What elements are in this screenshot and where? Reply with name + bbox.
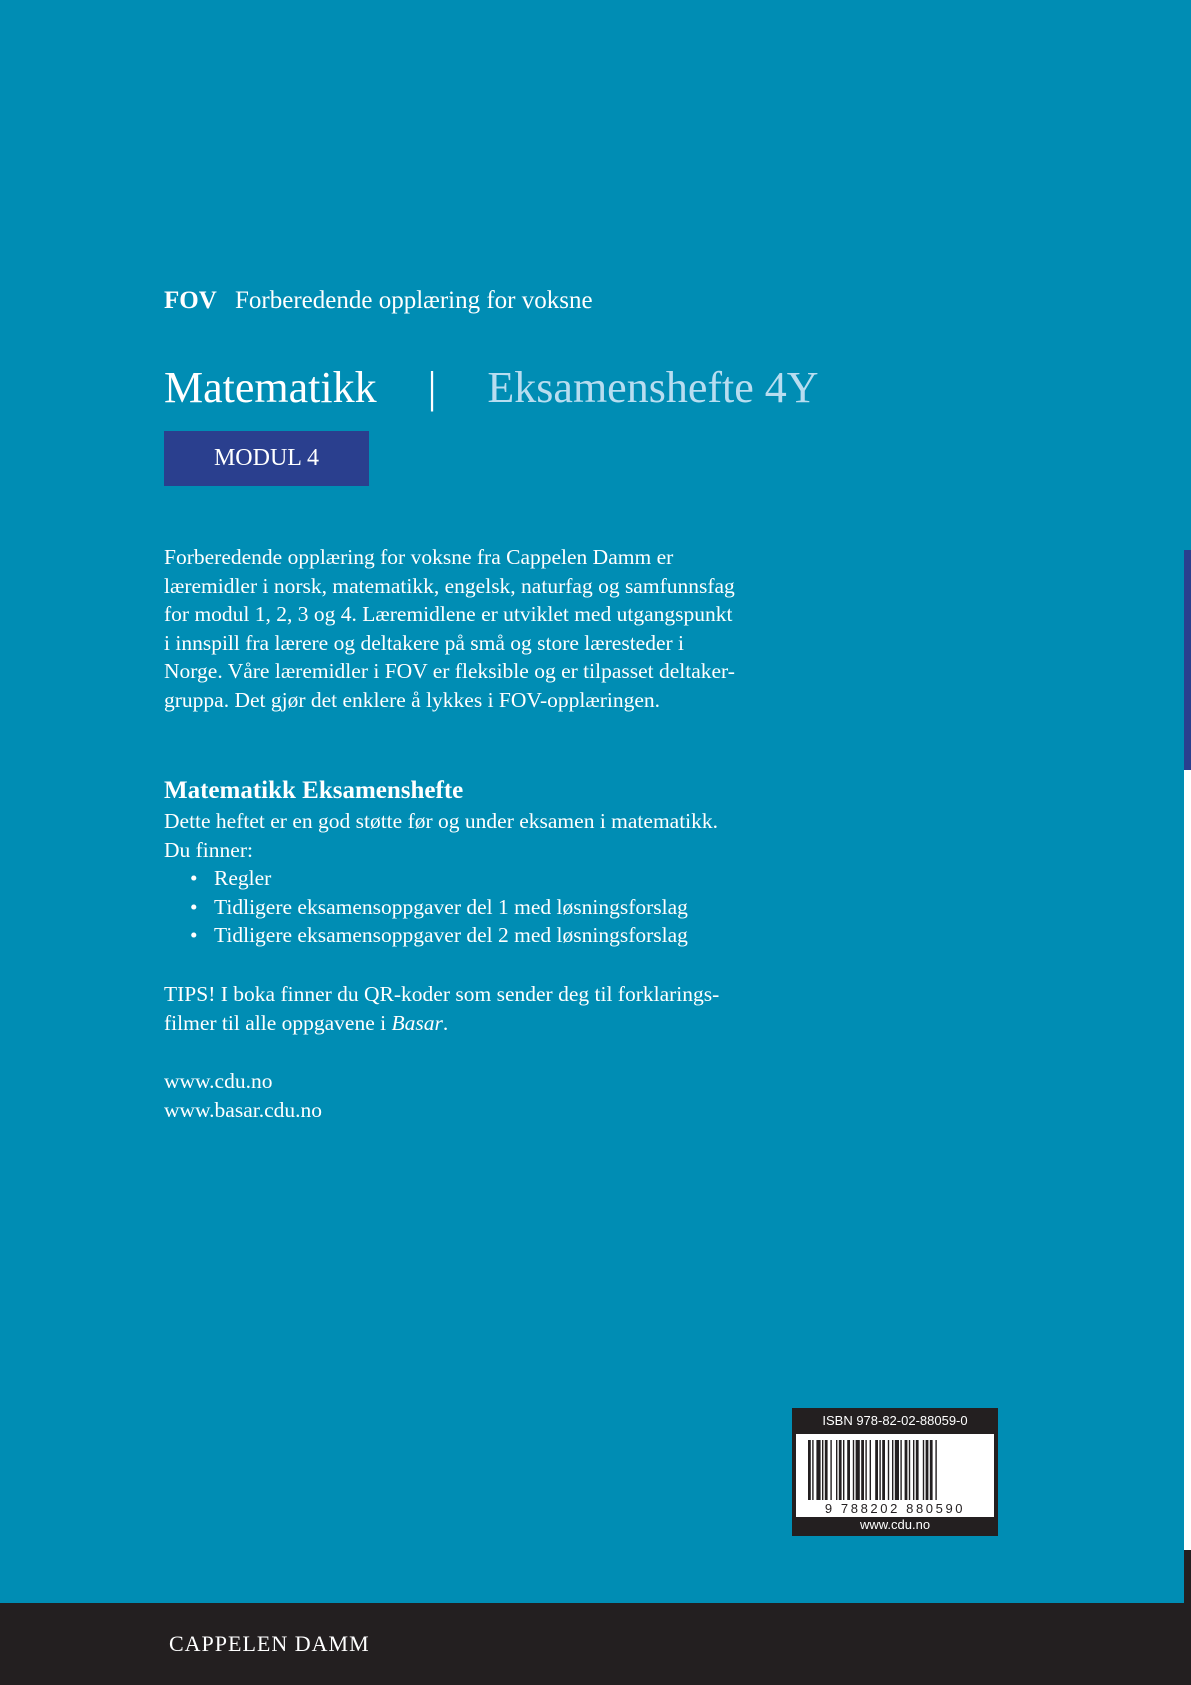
series-name: Forberedende opplæring for voksne <box>235 287 593 314</box>
barcode-bar <box>895 1440 899 1500</box>
bullet-icon: • <box>190 866 198 891</box>
isbn-text: ISBN 978-82-02-88059-0 <box>822 1413 968 1428</box>
barcode-bar <box>909 1440 910 1500</box>
barcode-bar <box>905 1440 908 1500</box>
title-product: Eksamenshefte 4Y <box>487 363 819 412</box>
barcode-bar <box>882 1440 885 1500</box>
barcode-url: www.cdu.no <box>859 1517 931 1532</box>
barcode-bar <box>916 1440 919 1500</box>
barcode-digits: 9 788202 880590 <box>824 1501 966 1516</box>
barcode-bar <box>847 1440 850 1500</box>
website-link-cdu[interactable]: www.cdu.no <box>164 1069 273 1093</box>
list-item <box>190 864 884 893</box>
title-subject: Matematikk <box>164 363 377 412</box>
barcode-bar <box>888 1440 889 1500</box>
intro-paragraph <box>164 543 884 715</box>
barcode-bar <box>879 1440 880 1500</box>
barcode-bar <box>839 1440 842 1500</box>
intro-line: i innspill fra lærere og deltakere på små og store læresteder i <box>164 630 685 655</box>
tips-line-suffix: . <box>442 1010 449 1035</box>
list-item-text: Tidligere eksamensoppgaver del 2 med løsningsforslag <box>214 923 688 948</box>
intro-line: for modul 1, 2, 3 og 4. Læremidlene er utviklet med utgangspunkt <box>164 602 733 627</box>
modul-badge <box>164 431 369 486</box>
publisher-logo: CAPPELEN DAMM <box>169 1631 370 1656</box>
barcode-bar <box>812 1440 813 1500</box>
website-links <box>164 1067 322 1124</box>
list-item-text: Tidligere eksamensoppgaver del 1 med løsningsforslag <box>214 894 688 919</box>
list-item <box>190 893 884 922</box>
barcode-bar <box>892 1440 893 1500</box>
intro-line: gruppa. Det gjør det enklere å lykkes i FOV-opplæringen. <box>164 687 660 712</box>
section-heading: Matematikk Eksamenshefte <box>164 777 464 804</box>
barcode-bar <box>913 1440 914 1500</box>
barcode-bar <box>856 1440 860 1500</box>
barcode-bar <box>935 1440 936 1500</box>
modul-badge-label: MODUL 4 <box>213 445 320 471</box>
spine-white-strip <box>1184 770 1191 1550</box>
title-separator: | <box>427 363 437 412</box>
list-item <box>190 921 884 950</box>
intro-line: læremidler i norsk, matematikk, engelsk, naturfag og samfunnsfag <box>164 573 735 598</box>
barcode-bar <box>870 1440 871 1500</box>
barcode-bar <box>825 1440 828 1500</box>
barcode-bar <box>930 1440 933 1500</box>
bullet-icon: • <box>190 894 198 919</box>
barcode-area <box>796 1434 994 1517</box>
barcode-bar <box>861 1440 864 1500</box>
section-line: Dette heftet er en god støtte før og under eksamen i matematikk. <box>164 809 719 833</box>
tips-paragraph <box>164 980 884 1037</box>
barcode-bar <box>900 1440 901 1500</box>
barcode-bar <box>853 1440 854 1500</box>
list-item-text: Regler <box>214 866 272 891</box>
barcode-bar <box>843 1440 844 1500</box>
tips-basar: Basar <box>391 1010 443 1035</box>
barcode-bar <box>816 1440 820 1500</box>
barcode-bars <box>796 1440 994 1506</box>
isbn-barcode <box>792 1408 998 1536</box>
tips-line: TIPS! I boka finner du QR-koder som sender deg til forklarings- <box>164 982 720 1006</box>
barcode-bar <box>822 1440 823 1500</box>
tips-line <box>164 1009 884 1038</box>
barcode-bar <box>923 1440 924 1500</box>
barcode-bar <box>836 1440 837 1500</box>
bullet-icon: • <box>190 923 198 948</box>
series-line <box>164 287 593 315</box>
spine-blue-strip <box>1184 550 1191 770</box>
content-section <box>164 775 884 950</box>
series-abbreviation: FOV <box>164 287 217 314</box>
tips-line-prefix: filmer til alle oppgavene i <box>164 1010 392 1035</box>
barcode-bar <box>865 1440 866 1500</box>
website-link-basar[interactable]: www.basar.cdu.no <box>164 1097 323 1122</box>
barcode-bar <box>808 1440 811 1500</box>
section-line: Du finner: <box>164 837 253 862</box>
barcode-bar <box>926 1440 929 1500</box>
intro-line: Forberedende opplæring for voksne fra Cappelen Damm er <box>164 545 674 569</box>
spine-dark-strip <box>1184 1550 1191 1685</box>
intro-line: Norge. Våre læremidler i FOV er fleksible og er tilpasset deltaker- <box>164 659 735 684</box>
barcode-bar <box>875 1440 878 1500</box>
content-list <box>164 864 884 950</box>
book-title <box>164 362 819 413</box>
footer-bar <box>0 1603 1184 1685</box>
barcode-bar <box>830 1440 831 1500</box>
